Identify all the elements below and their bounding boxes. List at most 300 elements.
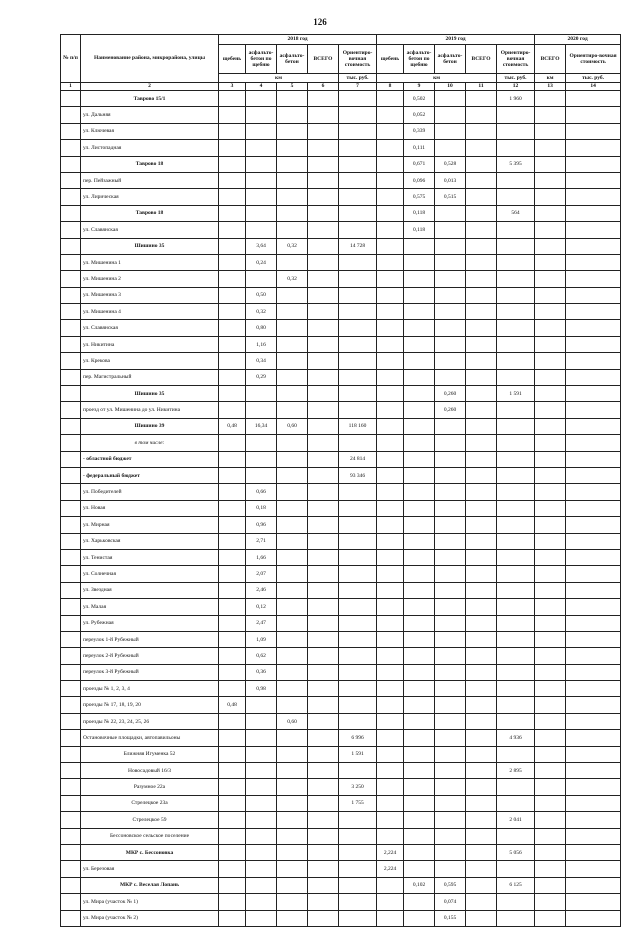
value-cell (535, 648, 566, 664)
row-name-cell: МКР с. Бессоновка (81, 844, 219, 860)
value-cell (219, 238, 246, 254)
value-cell (435, 812, 466, 828)
value-cell (277, 189, 308, 205)
row-name-cell: Стрелецкое 59 (81, 812, 219, 828)
value-cell (435, 140, 466, 156)
value-cell (497, 402, 535, 418)
value-cell (566, 140, 621, 156)
row-number-cell (61, 386, 81, 402)
row-number-cell (61, 320, 81, 336)
value-cell (377, 533, 404, 549)
row-name-cell: проезды № 22, 23, 24, 25, 26 (81, 713, 219, 729)
value-cell (339, 320, 377, 336)
row-number-cell (61, 172, 81, 188)
value-cell (219, 467, 246, 483)
row-number-cell (61, 156, 81, 172)
value-cell (404, 779, 435, 795)
value-cell (466, 222, 497, 238)
header-unit-km-2018: км (219, 74, 339, 83)
value-cell (566, 697, 621, 713)
table-row (61, 779, 621, 795)
value-cell (535, 697, 566, 713)
value-cell (219, 746, 246, 762)
row-number-cell (61, 123, 81, 139)
table-row (61, 172, 621, 188)
row-number-cell (61, 795, 81, 811)
value-cell (308, 287, 339, 303)
value-cell (277, 402, 308, 418)
value-cell (339, 140, 377, 156)
value-cell (566, 418, 621, 434)
value-cell (246, 812, 277, 828)
value-cell (535, 549, 566, 565)
value-cell (497, 631, 535, 647)
header-asphalt-2018: асфальто-бетон (277, 45, 308, 74)
row-number-cell (61, 222, 81, 238)
table-row (61, 189, 621, 205)
value-cell: 1,09 (246, 631, 277, 647)
value-cell (566, 402, 621, 418)
row-name-cell: Таврово 15/1 (81, 91, 219, 107)
value-cell: 0,29 (246, 369, 277, 385)
value-cell (566, 287, 621, 303)
value-cell (497, 746, 535, 762)
value-cell (466, 533, 497, 549)
value-cell (308, 336, 339, 352)
column-number: 11 (466, 83, 497, 91)
column-number: 6 (308, 83, 339, 91)
value-cell (277, 107, 308, 123)
row-number-cell (61, 763, 81, 779)
value-cell: 2 041 (497, 812, 535, 828)
value-cell: 0,66 (246, 484, 277, 500)
value-cell: 0,60 (277, 418, 308, 434)
value-cell (566, 336, 621, 352)
row-name-cell: ул. Мишенина 1 (81, 254, 219, 270)
table-row (61, 222, 621, 238)
header-total-2020: ВСЕГО (535, 45, 566, 74)
value-cell (377, 500, 404, 516)
value-cell (308, 664, 339, 680)
value-cell (277, 861, 308, 877)
value-cell (466, 287, 497, 303)
value-cell (377, 615, 404, 631)
row-name-cell: ул. Мирная (81, 517, 219, 533)
value-cell (435, 517, 466, 533)
row-number-cell (61, 435, 81, 451)
value-cell (466, 107, 497, 123)
value-cell (246, 451, 277, 467)
value-cell (566, 467, 621, 483)
value-cell (404, 599, 435, 615)
table-row (61, 353, 621, 369)
value-cell: 0,515 (435, 189, 466, 205)
row-number-cell (61, 648, 81, 664)
value-cell (219, 189, 246, 205)
value-cell (435, 369, 466, 385)
value-cell (377, 254, 404, 270)
table-body (61, 91, 621, 927)
value-cell: 118 160 (339, 418, 377, 434)
value-cell (535, 402, 566, 418)
value-cell (435, 271, 466, 287)
value-cell (466, 877, 497, 893)
value-cell (246, 271, 277, 287)
value-cell (497, 304, 535, 320)
value-cell (377, 713, 404, 729)
value-cell (497, 107, 535, 123)
value-cell (566, 123, 621, 139)
value-cell: 0,155 (435, 910, 466, 926)
row-name-cell: ул. Листопадная (81, 140, 219, 156)
table-row (61, 812, 621, 828)
value-cell (404, 582, 435, 598)
value-cell (535, 271, 566, 287)
value-cell (466, 730, 497, 746)
value-cell (277, 435, 308, 451)
value-cell (219, 730, 246, 746)
value-cell (466, 336, 497, 352)
row-name-cell: ул. Звездная (81, 582, 219, 598)
value-cell: 0,671 (404, 156, 435, 172)
value-cell: 2,46 (246, 582, 277, 598)
value-cell (566, 549, 621, 565)
value-cell (404, 238, 435, 254)
value-cell (277, 500, 308, 516)
value-cell: 1 960 (497, 91, 535, 107)
value-cell (339, 484, 377, 500)
value-cell (339, 681, 377, 697)
table-row (61, 828, 621, 844)
value-cell (497, 894, 535, 910)
value-cell (404, 746, 435, 762)
table-row (61, 91, 621, 107)
value-cell (535, 238, 566, 254)
value-cell (277, 517, 308, 533)
value-cell (466, 795, 497, 811)
value-cell (277, 140, 308, 156)
value-cell: 0,98 (246, 681, 277, 697)
value-cell (535, 353, 566, 369)
value-cell (497, 713, 535, 729)
table-row (61, 582, 621, 598)
value-cell (404, 500, 435, 516)
value-cell (277, 304, 308, 320)
value-cell (377, 664, 404, 680)
column-number: 2 (81, 83, 219, 91)
table-row (61, 894, 621, 910)
value-cell (219, 386, 246, 402)
value-cell (339, 877, 377, 893)
value-cell (566, 910, 621, 926)
header-cost-2020: Ориентиро-вочная стоимость (566, 45, 621, 74)
value-cell (246, 894, 277, 910)
value-cell: 564 (497, 205, 535, 221)
value-cell (308, 746, 339, 762)
table-row (61, 320, 621, 336)
value-cell (435, 730, 466, 746)
header-year-2019: 2019 год (377, 35, 535, 45)
value-cell (497, 451, 535, 467)
value-cell (535, 287, 566, 303)
table-row (61, 369, 621, 385)
value-cell (435, 566, 466, 582)
value-cell (404, 271, 435, 287)
value-cell (308, 779, 339, 795)
row-name-cell: ул. Мишенина 3 (81, 287, 219, 303)
table-row (61, 631, 621, 647)
value-cell (219, 222, 246, 238)
column-number: 12 (497, 83, 535, 91)
value-cell (308, 484, 339, 500)
row-number-cell (61, 418, 81, 434)
value-cell: 3,64 (246, 238, 277, 254)
value-cell: 2,224 (377, 844, 404, 860)
value-cell (219, 713, 246, 729)
table-row (61, 697, 621, 713)
value-cell (566, 107, 621, 123)
value-cell: 0,052 (404, 107, 435, 123)
table-row (61, 681, 621, 697)
value-cell: 0,102 (404, 877, 435, 893)
value-cell (308, 369, 339, 385)
value-cell (466, 828, 497, 844)
value-cell (404, 681, 435, 697)
value-cell (566, 484, 621, 500)
row-name-cell: Таврово 18 (81, 205, 219, 221)
value-cell (466, 844, 497, 860)
table-row (61, 107, 621, 123)
row-number-cell (61, 254, 81, 270)
row-number-cell (61, 631, 81, 647)
value-cell (277, 451, 308, 467)
value-cell (308, 697, 339, 713)
value-cell (308, 140, 339, 156)
value-cell (566, 238, 621, 254)
value-cell (308, 631, 339, 647)
value-cell (219, 140, 246, 156)
row-number-cell (61, 336, 81, 352)
value-cell (246, 844, 277, 860)
value-cell (535, 140, 566, 156)
row-number-cell (61, 713, 81, 729)
value-cell (339, 254, 377, 270)
value-cell (277, 697, 308, 713)
value-cell (339, 172, 377, 188)
table-row (61, 763, 621, 779)
value-cell (377, 435, 404, 451)
value-cell (219, 631, 246, 647)
value-cell (277, 844, 308, 860)
value-cell (566, 713, 621, 729)
row-number-cell (61, 615, 81, 631)
value-cell (466, 681, 497, 697)
value-cell (377, 828, 404, 844)
value-cell (277, 763, 308, 779)
value-cell (277, 336, 308, 352)
value-cell (466, 189, 497, 205)
value-cell (566, 615, 621, 631)
value-cell (219, 681, 246, 697)
row-name-cell: МКР с. Веселая Лопань (81, 877, 219, 893)
value-cell: 4 936 (497, 730, 535, 746)
column-number: 14 (566, 83, 621, 91)
header-year-2018: 2018 год (219, 35, 377, 45)
value-cell (566, 631, 621, 647)
value-cell: 14 728 (339, 238, 377, 254)
header-cost-2019: Ориентиро-вочная стоимость (497, 45, 535, 74)
value-cell (377, 107, 404, 123)
value-cell: 3 250 (339, 779, 377, 795)
value-cell (377, 894, 404, 910)
value-cell: 2,224 (377, 861, 404, 877)
value-cell (339, 844, 377, 860)
value-cell (246, 763, 277, 779)
header-gravel-2019: щебень (377, 45, 404, 74)
value-cell (435, 467, 466, 483)
value-cell (246, 140, 277, 156)
value-cell (535, 844, 566, 860)
page-number: 126 (313, 17, 327, 27)
row-number-cell (61, 697, 81, 713)
value-cell (219, 648, 246, 664)
value-cell (535, 664, 566, 680)
row-name-cell: ул. Новая (81, 500, 219, 516)
header-asphalt-gravel-2018: асфальто-бетон по щебню (246, 45, 277, 74)
value-cell (404, 435, 435, 451)
value-cell: 2 895 (497, 763, 535, 779)
value-cell (566, 304, 621, 320)
value-cell (277, 484, 308, 500)
value-cell (466, 271, 497, 287)
value-cell (497, 254, 535, 270)
value-cell: 24 814 (339, 451, 377, 467)
value-cell: 1 755 (339, 795, 377, 811)
value-cell (308, 353, 339, 369)
value-cell (466, 582, 497, 598)
value-cell (435, 304, 466, 320)
value-cell (404, 533, 435, 549)
value-cell (308, 517, 339, 533)
value-cell (404, 697, 435, 713)
value-cell (497, 582, 535, 598)
value-cell (435, 795, 466, 811)
value-cell (219, 484, 246, 500)
value-cell (308, 910, 339, 926)
value-cell: 0,36 (246, 664, 277, 680)
table-row (61, 517, 621, 533)
value-cell (377, 123, 404, 139)
row-number-cell (61, 189, 81, 205)
value-cell (219, 533, 246, 549)
header-name: Наименование района, микрорайона, улицы (81, 35, 219, 83)
value-cell (308, 844, 339, 860)
value-cell (435, 336, 466, 352)
value-cell (466, 205, 497, 221)
value-cell (466, 566, 497, 582)
value-cell (308, 107, 339, 123)
value-cell (535, 123, 566, 139)
value-cell (219, 763, 246, 779)
value-cell (535, 582, 566, 598)
value-cell (435, 205, 466, 221)
value-cell (219, 304, 246, 320)
value-cell (377, 140, 404, 156)
value-cell: 0,260 (435, 386, 466, 402)
value-cell (377, 648, 404, 664)
value-cell (246, 877, 277, 893)
value-cell (535, 713, 566, 729)
row-name-cell: Остановочные площадки, автопавильоны (81, 730, 219, 746)
value-cell (497, 287, 535, 303)
value-cell (277, 156, 308, 172)
value-cell (339, 369, 377, 385)
value-cell (566, 681, 621, 697)
value-cell (566, 812, 621, 828)
value-cell (339, 91, 377, 107)
value-cell (219, 861, 246, 877)
value-cell (435, 763, 466, 779)
table-row (61, 713, 621, 729)
value-cell (377, 877, 404, 893)
value-cell (535, 254, 566, 270)
value-cell (535, 533, 566, 549)
row-number-cell (61, 91, 81, 107)
table-row (61, 566, 621, 582)
value-cell (219, 369, 246, 385)
value-cell (339, 664, 377, 680)
value-cell (566, 271, 621, 287)
value-cell (339, 107, 377, 123)
table-row (61, 386, 621, 402)
value-cell (377, 287, 404, 303)
value-cell (535, 418, 566, 434)
value-cell (497, 500, 535, 516)
value-cell (566, 500, 621, 516)
value-cell (277, 205, 308, 221)
value-cell (219, 894, 246, 910)
value-cell (308, 681, 339, 697)
value-cell (277, 254, 308, 270)
value-cell (339, 615, 377, 631)
value-cell: 0,502 (404, 91, 435, 107)
value-cell (404, 812, 435, 828)
value-cell (246, 467, 277, 483)
value-cell (339, 517, 377, 533)
value-cell (377, 795, 404, 811)
value-cell (435, 664, 466, 680)
value-cell (466, 140, 497, 156)
value-cell (435, 107, 466, 123)
row-name-cell: Таврово 18 (81, 156, 219, 172)
value-cell (339, 435, 377, 451)
value-cell (219, 566, 246, 582)
value-cell (339, 156, 377, 172)
value-cell (466, 435, 497, 451)
value-cell (308, 435, 339, 451)
value-cell (497, 517, 535, 533)
value-cell (377, 566, 404, 582)
table-row (61, 648, 621, 664)
value-cell (308, 549, 339, 565)
table-row (61, 500, 621, 516)
row-number-cell (61, 238, 81, 254)
value-cell (466, 648, 497, 664)
table-row (61, 156, 621, 172)
value-cell (377, 549, 404, 565)
value-cell: 93 346 (339, 467, 377, 483)
value-cell (535, 795, 566, 811)
